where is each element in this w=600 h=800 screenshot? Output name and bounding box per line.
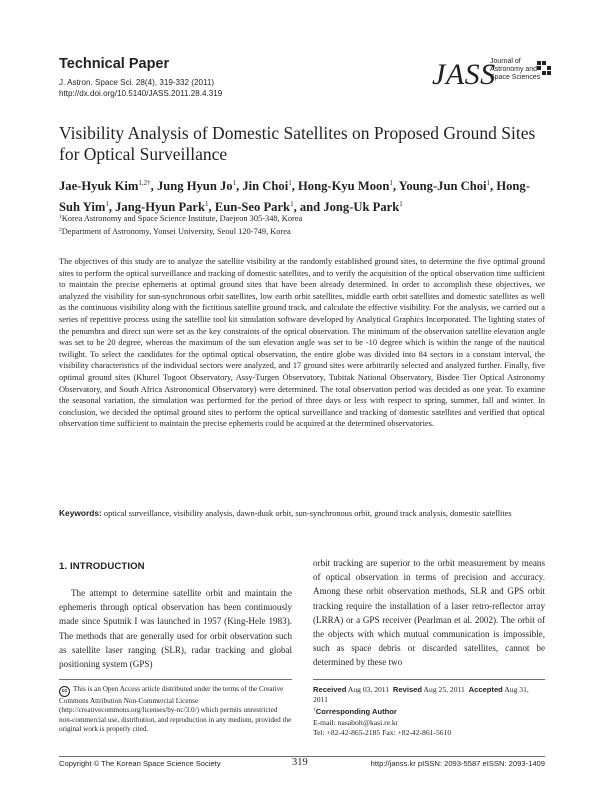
keywords <box>59 508 545 520</box>
author-affiliation-mark: 1 <box>105 200 109 208</box>
body-column-right: orbit tracking are superior to the orbit measurement by means of optical observation in terms of precision and accuracy. Among these orbit observation methods, SLR and GPS orbit tracking require the installation of a laser retro-reflector array (LRRA) or a GPS receiver (Pearlman et al. 2002). The orbit of the objects with which mutual communication is impossible, such as space debris or discarded satellites, cannot be determined by these two <box>313 558 545 668</box>
page-number: 319 <box>292 757 308 768</box>
author-name: Jin Choi <box>242 179 289 193</box>
citation-block <box>59 78 222 99</box>
corresponding-author: †Corresponding Author <box>313 707 397 717</box>
author-affiliation-mark: 1 <box>288 179 292 187</box>
divider <box>313 679 545 680</box>
author <box>399 179 490 193</box>
author-join: and <box>299 200 321 214</box>
author-name: Jang-Hyun Park <box>115 200 206 214</box>
affiliation: $^1$Korea Astronomy and Space Science Institute, Daejeon 305-348, Korea <box>59 214 303 223</box>
author-name: Jung Hyun Jo <box>156 179 233 193</box>
logo-subtitle-line: Journal of <box>490 58 521 65</box>
date-line <box>313 685 545 705</box>
doi-link[interactable]: http://dx.doi.org/10.5140/JASS.2011.28.4.319 <box>59 88 223 98</box>
author <box>242 179 291 193</box>
affiliations <box>59 212 302 237</box>
received-label: Received <box>313 685 347 694</box>
author <box>59 179 151 193</box>
accepted-label: Accepted <box>468 685 503 694</box>
article-dates <box>313 685 545 738</box>
keywords-label: Keywords: <box>59 508 102 518</box>
license-text: This is an Open Access article distributed under the terms of the Creative Commons Attribution Non-Commercial License (http://creativecommons.org/licenses/by-nc/3.0/) which permits unrestricted non-commercial use, distribution, and reproduction in any medium, provided the original work is properly cited. <box>59 685 292 733</box>
author-name: Jong-Uk Park <box>323 200 400 214</box>
affiliation: $^2$Department of Astronomy, Yonsei University, Seoul 120-749, Korea <box>59 226 291 236</box>
author-name: Jae-Hyuk Kim <box>59 179 139 193</box>
title-line: for Optical Surveillance <box>59 144 228 164</box>
journal-logo <box>432 54 552 100</box>
paper-type-label: Technical Paper <box>59 56 170 72</box>
author-name: Young-Jun Choi <box>398 179 487 193</box>
author-list: Jae-Hyuk Kim$^{1,2\dagger}$, Jung Hyun Jo$^1$, Jin Choi$^1$, Hong-Kyu Moon$^1$, Young-Jun Choi$^1$, Hong-Suh Yim$^1$, Jang-Hyun Park$^1$, Eun-Seo Park$^1$, and Jong-Uk Park$^1$ <box>59 179 530 214</box>
revised-label: Revised <box>392 685 423 694</box>
section-heading: 1. INTRODUCTION <box>59 561 145 572</box>
footer-copyright: Copyright © The Korean Space Science Society <box>59 759 221 768</box>
logo-subtitle-line: Astronomy and <box>490 66 538 73</box>
logo-subtitle-line: Space Sciences <box>490 74 541 81</box>
author-affiliation-mark: 1,2† <box>138 179 151 187</box>
author <box>298 179 393 193</box>
author-affiliation-mark: 1 <box>486 179 491 187</box>
body-column-left: The attempt to determine satellite orbit and maintain the ephemeris through optical observation has been continuously made since Sputnik I was launched in 1957 (King-Hele 1983). The methods that are generally used for orbit observation such as satellite laser ranging (SLR), radar tracking and global positioning system (GPS) <box>59 588 292 670</box>
author-phone: Tel: +82-42-865-2185 Fax: +82-42-861-5610 <box>313 727 452 737</box>
author-email[interactable]: E-mail: nasabolt@kasi.re.kr <box>313 717 399 727</box>
revised-date: Aug 25, 2011 <box>423 685 465 694</box>
logo-mark-icon <box>536 60 552 76</box>
footer-issn: http://janss.kr pISSN: 2093-5587 eISSN: 2093-1409 <box>370 759 545 768</box>
author <box>157 179 236 193</box>
paper-title <box>59 123 549 165</box>
author-name: Hong-Suh Yim <box>59 179 530 214</box>
title-line: Visibility Analysis of Domestic Satellites on Proposed Ground Sites <box>59 123 536 143</box>
license-note <box>59 685 292 734</box>
keywords-text: optical surveillance, visibility analysis, dawn-dusk orbit, sun-synchronous orbit, ground track analysis, domestic satellites <box>103 509 512 518</box>
author <box>323 200 402 214</box>
citation: J. Astron. Space Sci. 28(4), 319-332 (2011) <box>59 78 215 87</box>
author-name: Hong-Kyu Moon <box>298 179 390 193</box>
author-affiliation-mark: 1 <box>232 179 237 187</box>
creative-commons-icon: cc <box>59 686 70 697</box>
divider <box>59 679 292 680</box>
abstract: The objectives of this study are to analyze the satellite visibility at the randomly established ground sites, to determine the five optimal ground sites to perform the optical surveillance and tracking of domestic satellites, and to verify the acquisition of the optical observation time sufficient to maintain the precise ephemeris at optimal ground sites that have been already determined. In order to accomplish these objectives, we analyzed the visibility for sun-synchronous orbit satellites, low earth orbit satellites, middle earth orbit satellites and domestic satellites as well as the continuous visibility along with the fictitious satellite ground track, and calculate the effective visibility. For the analysis, we carried out a series of repetitive process using the satellite tool kit simulation software developed by Analytical Graphics Incorporated. The lighting states of the penumbra and direct sun were set as the key constraints of the optical observation. The minimum of the observation satellite elevation angle was set to be 20 degree, whereas the maximum of the sun elevation angle was set to be -10 degree which is within the range of the nautical twilight. To select the candidates for the optimal optical observation, the entire globe was divided into 84 sectors in a constant interval, the visibility characteristics of the individual sectors were analyzed, and 17 ground sites were arbitrarily selected and analyzed further. Finally, five optimal ground sites (Khurel Togoot Observatory, Assy-Turgen Observatory, Tubitak National Observatory, Bisdee Tier Optical Astronomy Observatory, and South Africa Astronomical Observatory) were determined. The total observation period was decided as one year. To examine the seasonal variation, the simulation was performed for the period of three days or less with respect to spring, summer, fall and winter. In conclusion, we decided the optimal ground sites to perform the optical surveillance and tracking of domestic satellites and verified that optical observation time sufficient to maintain the precise ephemeris could be acquired at the determined observatories. <box>59 257 545 429</box>
accepted-date: Aug 31, 2011 <box>313 685 529 705</box>
author-affiliation-mark: 1 <box>399 200 403 208</box>
received-date: Aug 03, 2011 <box>347 685 390 694</box>
logo-word: JASS <box>432 58 496 91</box>
author-affiliation-mark: 1 <box>290 200 294 208</box>
author-affiliation-mark: 1 <box>389 179 393 187</box>
author-affiliation-mark: 1 <box>205 200 209 208</box>
author-name: Eun-Seo Park <box>214 200 291 214</box>
